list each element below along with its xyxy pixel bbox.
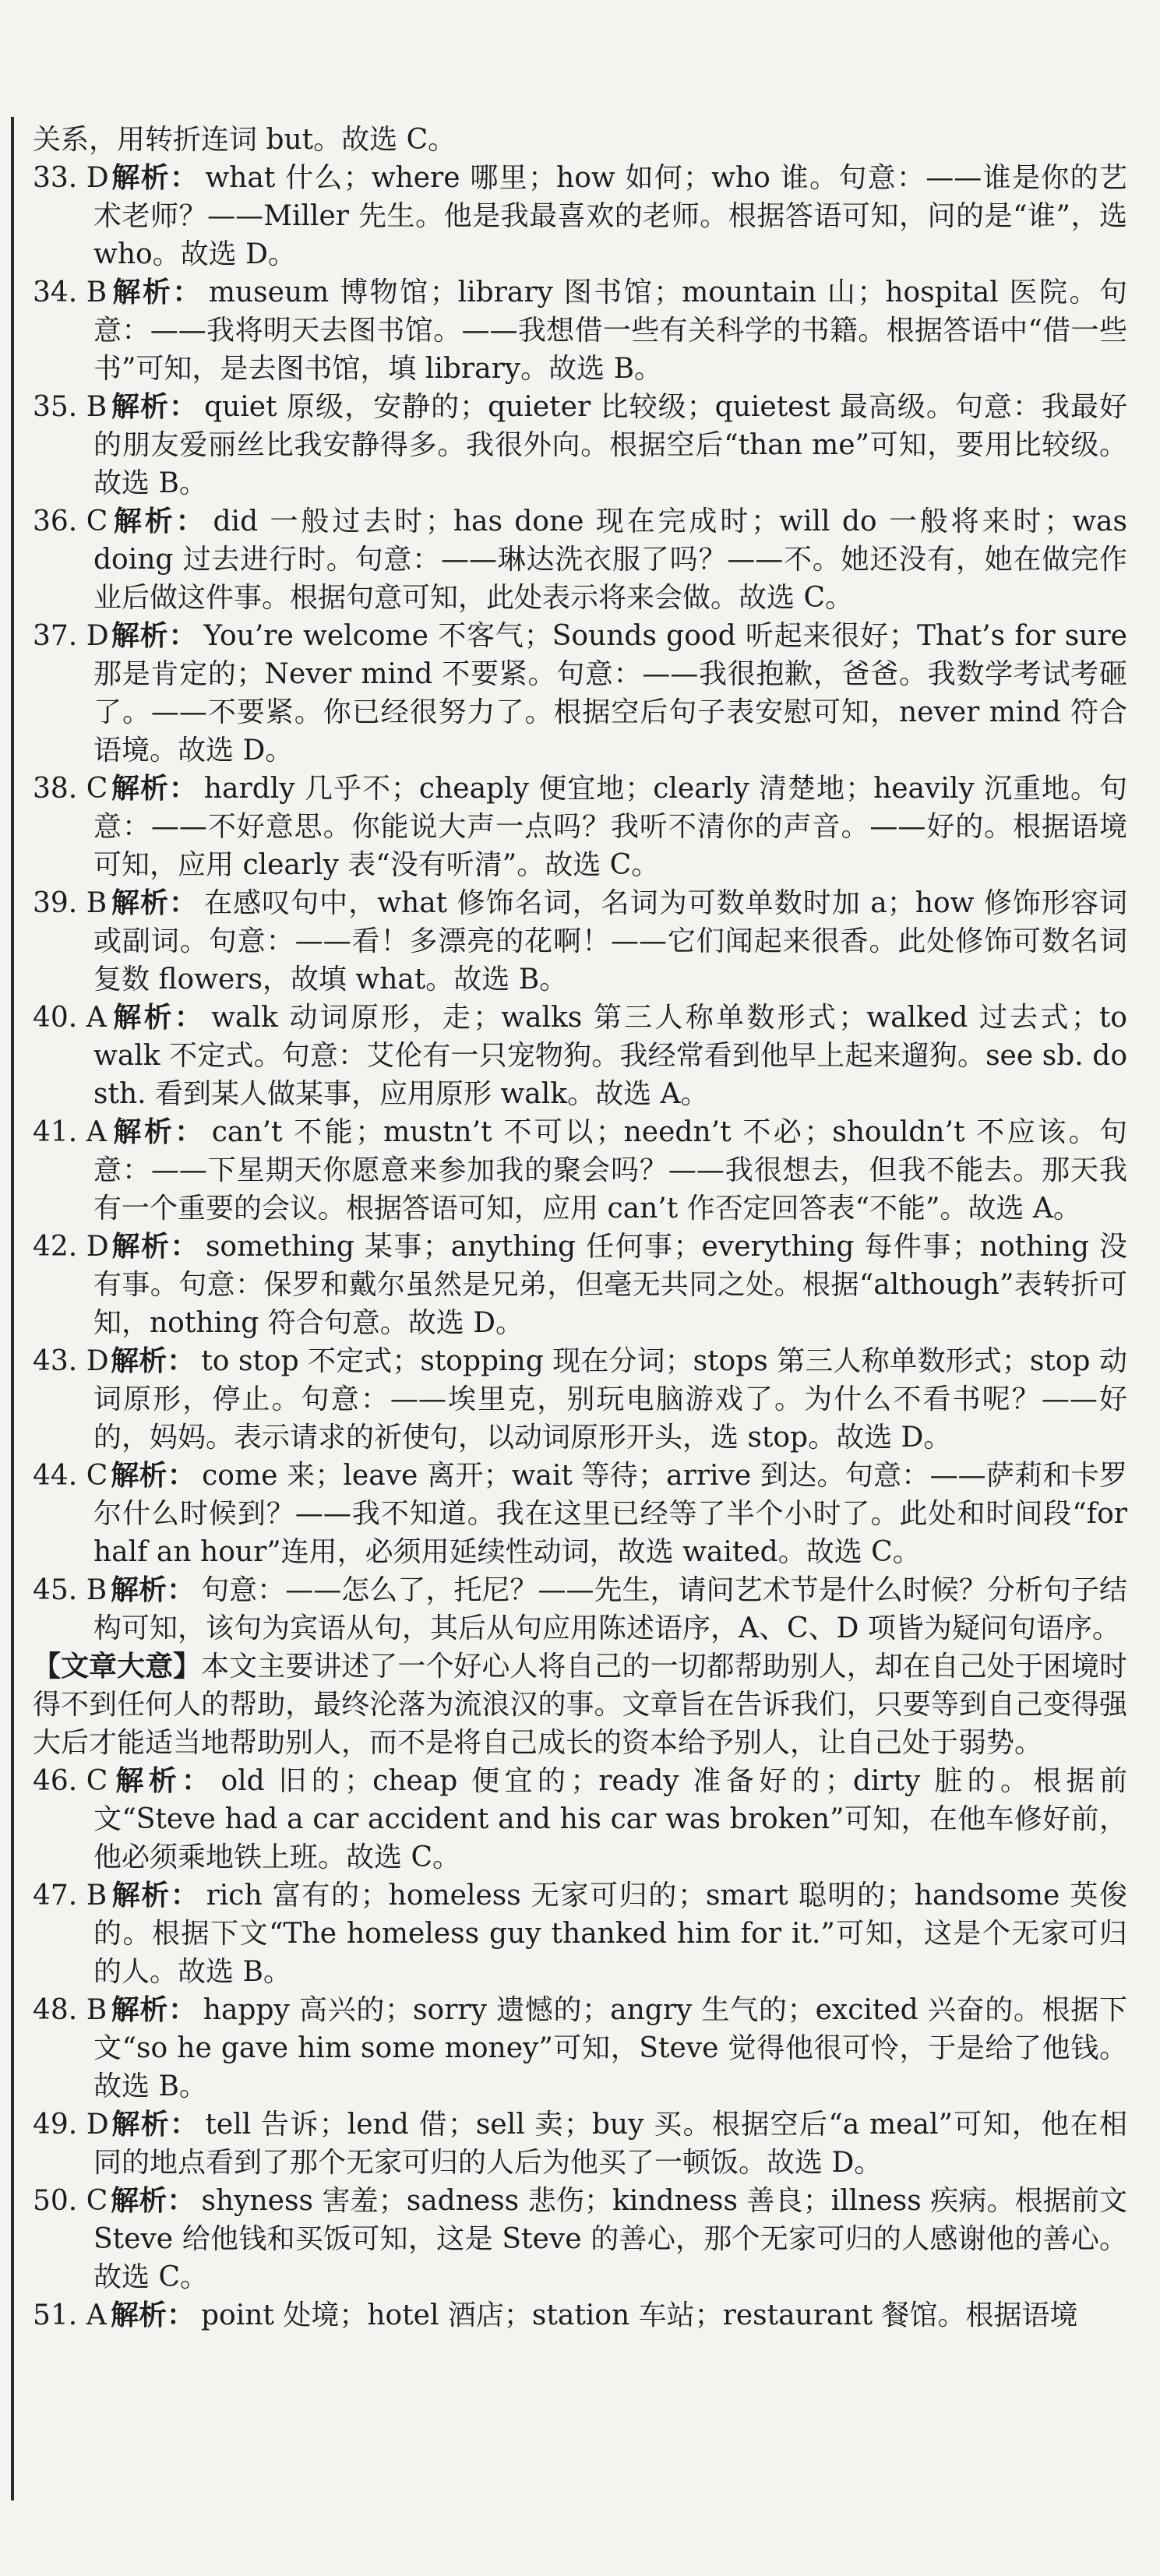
item-text: rich 富有的；homeless 无家可归的；smart 聪明的；handsome 英俊的。根据下文“The homeless guy thanked him for it.”可知，这是个无家可归的人。故选 B。 xyxy=(93,1880,1127,1988)
analysis-label: 解析： xyxy=(111,506,207,537)
answer-explanations xyxy=(33,121,1127,2335)
analysis-label: 解析： xyxy=(111,1994,197,2026)
answer-item-37 xyxy=(33,617,1127,770)
analysis-label: 解析： xyxy=(111,1765,215,1797)
item-text: hardly 几乎不；cheaply 便宜地；clearly 清楚地；heavily 沉重地。句意：——不好意思。你能说大声一点吗？我听不清你的声音。——好的。根据语境可知，应用 clearly 表“没有听清”。故选 C。 xyxy=(93,773,1127,881)
answer-item-40 xyxy=(33,999,1127,1113)
item-text: You’re welcome 不客气；Sounds good 听起来很好；That’s for sure 那是肯定的；Never mind 不要紧。句意：——我很抱歉，爸爸。我数学考试考砸了。——不要紧。你已经很努力了。根据空后句子表安慰可知，never mind 符合语境。故选 D。 xyxy=(93,620,1127,766)
item-text: did 一般过去时；has done 现在完成时；will do 一般将来时；was doing 过去进行时。句意：——琳达洗衣服了吗？——不。她还没有，她在做完作业后做这件事。根据句意可知，此处表示将来会做。故选 C。 xyxy=(93,506,1127,614)
answer-item-51 xyxy=(33,2296,1127,2335)
analysis-label: 解析： xyxy=(111,2185,196,2217)
item-number: 40. A xyxy=(33,1002,107,1034)
article-summary xyxy=(33,1647,1127,1762)
answer-item-33 xyxy=(33,159,1127,273)
analysis-label: 解析： xyxy=(111,2299,196,2331)
item-text: 句意：——怎么了，托尼？——先生，请问艺术节是什么时候？分析句子结构可知，该句为宾语从句，其后从句应用陈述语序，A、C、D 项皆为疑问句语序。 xyxy=(93,1574,1127,1644)
item-number: 42. D xyxy=(33,1231,109,1263)
item-number: 45. B xyxy=(33,1574,108,1606)
item-number: 43. D xyxy=(33,1345,109,1377)
answer-item-43 xyxy=(33,1342,1127,1457)
item-text: to stop 不定式；stopping 现在分词；stops 第三人称单数形式；stop 动词原形，停止。句意：——埃里克，别玩电脑游戏了。为什么不看书呢？——好的，妈妈。表示请求的祈使句，以动词原形开头，选 stop。故选 D。 xyxy=(93,1345,1127,1454)
answer-item-49 xyxy=(33,2106,1127,2182)
answer-item-50 xyxy=(33,2182,1127,2296)
item-number: 38. C xyxy=(33,773,108,805)
analysis-label: 解析： xyxy=(111,1002,206,1034)
analysis-label: 解析： xyxy=(111,162,199,194)
answer-item-34 xyxy=(33,273,1127,388)
item-text: what 什么；where 哪里；how 如何；who 谁。句意：——谁是你的艺术老师？——Miller 先生。他是我最喜欢的老师。根据答语可知，问的是“谁”，选 who。故选 D。 xyxy=(93,162,1127,270)
intro-paragraph: 关系，用转折连词 but。故选 C。 xyxy=(33,124,457,156)
answer-item-36 xyxy=(33,502,1127,617)
item-text: happy 高兴的；sorry 遗憾的；angry 生气的；excited 兴奋的。根据下文“so he gave him some money”可知，Steve 觉得他很可怜，于是给了他钱。故选 B。 xyxy=(93,1994,1127,2102)
answer-item-46 xyxy=(33,1762,1127,1876)
answer-item-45 xyxy=(33,1571,1127,1647)
item-text: quiet 原级，安静的；quieter 比较级；quietest 最高级。句意：我最好的朋友爱丽丝比我安静得多。我很外向。根据空后“than me”可知，要用比较级。故选 B。 xyxy=(93,391,1127,499)
item-number: 36. C xyxy=(33,506,108,537)
item-number: 50. C xyxy=(33,2185,108,2217)
item-text: walk 动词原形，走；walks 第三人称单数形式；walked 过去式；to walk 不定式。句意：艾伦有一只宠物狗。我经常看到他早上起来遛狗。see sb. do sth. 看到某人做某事，应用原形 walk。故选 A。 xyxy=(93,1002,1127,1110)
summary-text: 本文主要讲述了一个好心人将自己的一切都帮助别人，却在自己处于困境时得不到任何人的帮助，最终沦落为流浪汉的事。文章旨在告诉我们，只要等到自己变得强大后才能适当地帮助别人，而不是将自己成长的资本给予别人，让自己处于弱势。 xyxy=(33,1651,1127,1759)
analysis-label: 解析： xyxy=(111,887,199,919)
analysis-label: 解析： xyxy=(111,1231,199,1263)
item-number: 47. B xyxy=(33,1880,108,1912)
left-margin-rule xyxy=(11,117,14,2500)
item-text: can’t 不能；mustn’t 不可以；needn’t 不必；shouldn’t 不应该。句意：——下星期天你愿意来参加我的聚会吗？——我很想去，但我不能去。那天我有一个重要的会议。根据答语可知，应用 can’t 作否定回答表“不能”。故选 A。 xyxy=(93,1116,1127,1225)
item-number: 44. C xyxy=(33,1460,108,1492)
item-text: tell 告诉；lend 借；sell 卖；buy 买。根据空后“a meal”可知，他在相同的地点看到了那个无家可归的人后为他买了一顿饭。故选 D。 xyxy=(93,2109,1127,2179)
item-number: 37. D xyxy=(33,620,109,652)
item-number: 51. A xyxy=(33,2299,107,2331)
analysis-label: 解析： xyxy=(111,1460,196,1492)
analysis-label: 解析： xyxy=(111,391,199,423)
item-number: 39. B xyxy=(33,887,108,919)
analysis-label: 解析： xyxy=(111,1116,206,1148)
item-number: 48. B xyxy=(33,1994,108,2026)
item-number: 46. C xyxy=(33,1765,108,1797)
item-number: 49. D xyxy=(33,2109,109,2141)
item-number: 35. B xyxy=(33,391,108,423)
item-number: 33. D xyxy=(33,162,109,194)
item-text: come 来；leave 离开；wait 等待；arrive 到达。句意：——萨莉和卡罗尔什么时候到？——我不知道。我在这里已经等了半个小时了。此处和时间段“for half an hour”连用，必须用延续性动词，故选 waited。故选 C。 xyxy=(93,1460,1127,1568)
answer-item-42 xyxy=(33,1228,1127,1342)
item-text: something 某事；anything 任何事；everything 每件事；nothing 没有事。句意：保罗和戴尔虽然是兄弟，但毫无共同之处。根据“although”表转折可知，nothing 符合句意。故选 D。 xyxy=(93,1231,1127,1339)
analysis-label: 解析： xyxy=(111,1345,196,1377)
analysis-label: 解析： xyxy=(111,620,198,652)
answer-item-48 xyxy=(33,1991,1127,2106)
summary-label: 【文章大意】 xyxy=(33,1651,202,1683)
item-text: point 处境；hotel 酒店；station 车站；restaurant 餐馆。根据语境 xyxy=(201,2299,1078,2331)
analysis-label: 解析： xyxy=(111,1880,200,1912)
answer-item-41 xyxy=(33,1113,1127,1228)
answer-item-39 xyxy=(33,884,1127,999)
item-number: 34. B xyxy=(33,277,108,308)
analysis-label: 解析： xyxy=(111,277,203,308)
analysis-label: 解析： xyxy=(111,2109,199,2141)
answer-item-35 xyxy=(33,388,1127,502)
item-number: 41. A xyxy=(33,1116,107,1148)
answer-item-47 xyxy=(33,1876,1127,1991)
analysis-label: 解析： xyxy=(111,773,198,805)
item-text: shyness 害羞；sadness 悲伤；kindness 善良；illness 疾病。根据前文 Steve 给他钱和买饭可知，这是 Steve 的善心，那个无家可归的人感谢他的善心。故选 C。 xyxy=(93,2185,1127,2293)
analysis-label: 解析： xyxy=(111,1574,196,1606)
item-text: old 旧的；cheap 便宜的；ready 准备好的；dirty 脏的。根据前文“Steve had a car accident and his car was broken”可知，在他车修好前，他必须乘地铁上班。故选 C。 xyxy=(93,1765,1127,1873)
answer-item-44 xyxy=(33,1457,1127,1571)
item-text: museum 博物馆；library 图书馆；mountain 山；hospital 医院。句意：——我将明天去图书馆。——我想借一些有关科学的书籍。根据答语中“借一些书”可知，是去图书馆，填 library。故选 B。 xyxy=(93,277,1127,385)
answer-item-38 xyxy=(33,770,1127,884)
item-text: 在感叹句中，what 修饰名词，名词为可数单数时加 a；how 修饰形容词或副词。句意：——看！多漂亮的花啊！——它们闻起来很香。此处修饰可数名词复数 flowers，故填 what。故选 B。 xyxy=(93,887,1127,996)
